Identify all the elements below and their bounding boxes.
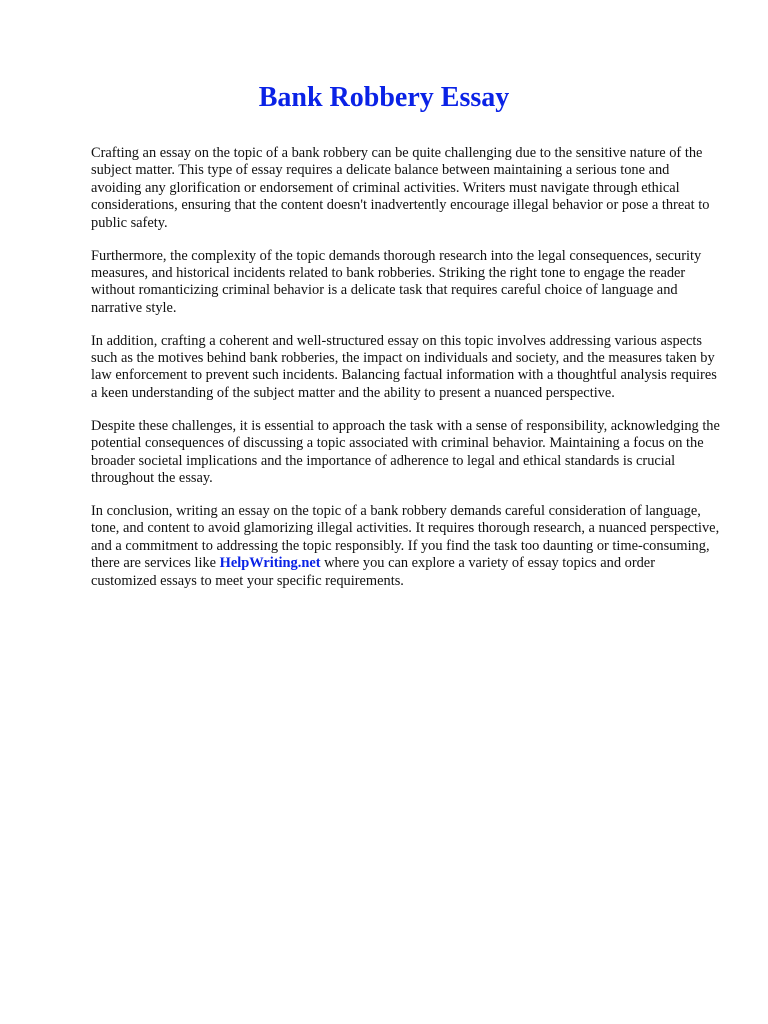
document-body <box>91 145 723 605</box>
paragraph-conclusion <box>91 503 723 590</box>
paragraph-1: Crafting an essay on the topic of a bank robbery can be quite challenging due to the sensitive nature of the subject matter. This type of essay requires a delicate balance between maintaining a serious tone and avoiding any glorification or endorsement of criminal activities. Writers must navigate through ethical considerations, ensuring that the content doesn't inadvertently encourage illegal behavior or pose a threat to public safety. <box>91 145 710 231</box>
conclusion-text-before-link: In conclusion, writing an essay on the topic of a bank robbery demands careful consideration of language, tone, and content to avoid glamorizing illegal activities. It requires thorough research, a nuanced perspective, and a commitment to addressing the topic responsibly. If you find the task too daunting or time-consuming, there are services like <box>91 502 720 572</box>
document-title: Bank Robbery Essay <box>258 82 510 113</box>
paragraph-4: Despite these challenges, it is essential to approach the task with a sense of responsibility, acknowledging the potential consequences of discussing a topic associated with criminal behavior. Maintaining a focus on the broader societal implications and the importance of adherence to legal and ethical standards is crucial throughout the essay. <box>91 417 720 486</box>
paragraph-2: Furthermore, the complexity of the topic demands thorough research into the legal consequences, security measures, and historical incidents related to bank robberies. Striking the right tone to engage the reader without romanticizing criminal behavior is a delicate task that requires careful choice of language and narrative style. <box>91 247 702 316</box>
conclusion-text-after-link: where you can explore a variety of essay topics and order customized essays to meet your specific requirements. <box>91 555 655 589</box>
paragraph-3: In addition, crafting a coherent and well-structured essay on this topic involves addressing various aspects such as the motives behind bank robberies, the impact on individuals and society, and the measures taken by law enforcement to prevent such incidents. Balancing factual information with a thoughtful analysis requires a keen understanding of the subject matter and the ability to present a nuanced perspective. <box>91 332 717 401</box>
helpwriting-link[interactable]: HelpWriting.net <box>219 555 321 572</box>
